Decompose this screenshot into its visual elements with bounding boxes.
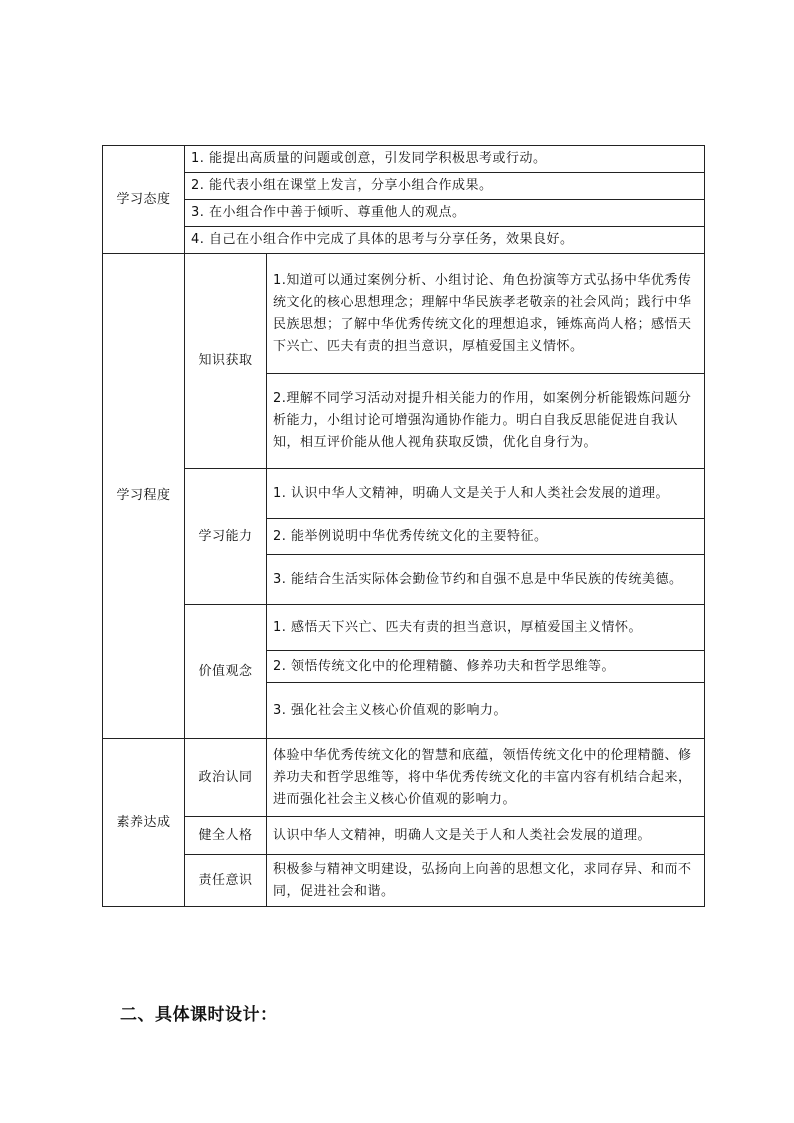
table-row: [103, 200, 705, 227]
table-row: [103, 146, 705, 173]
ability-item: 2. 能举例说明中华优秀传统文化的主要特征。: [267, 519, 705, 555]
table-row: [103, 855, 705, 907]
table-row: [103, 817, 705, 855]
category-learning-attitude: 学习态度: [103, 146, 185, 254]
knowledge-item: 1.知道可以通过案例分析、小组讨论、角色扮演等方式弘扬中华优秀传统文化的核心思想理念；理解中华民族孝老敬亲的社会风尚；践行中华民族思想；了解中华优秀传统文化的理想追求，锤炼高尚人格；感悟天下兴亡、匹夫有责的担当意识，厚植爱国主义情怀。: [267, 254, 705, 374]
table-row: [103, 739, 705, 817]
subcategory-ability: 学习能力: [185, 469, 267, 605]
values-item: 1. 感悟天下兴亡、匹夫有责的担当意识，厚植爱国主义情怀。: [267, 605, 705, 651]
subcategory-values: 价值观念: [185, 605, 267, 739]
subcategory-personality: 健全人格: [185, 817, 267, 855]
attitude-item: 4. 自己在小组合作中完成了具体的思考与分享任务，效果良好。: [185, 227, 705, 254]
ability-item: 1. 认识中华人文精神，明确人文是关于人和人类社会发展的道理。: [267, 469, 705, 519]
subcategory-responsibility: 责任意识: [185, 855, 267, 907]
values-item: 2. 领悟传统文化中的伦理精髓、修养功夫和哲学思维等。: [267, 651, 705, 683]
attitude-item: 1. 能提出高质量的问题或创意，引发同学积极思考或行动。: [185, 146, 705, 173]
table-row: [103, 469, 705, 519]
political-text: 体验中华优秀传统文化的智慧和底蕴，领悟传统文化中的伦理精髓、修养功夫和哲学思维等，将中华优秀传统文化的丰富内容有机结合起来，进而强化社会主义核心价值观的影响力。: [267, 739, 705, 817]
section-heading: 二、具体课时设计：: [120, 1005, 278, 1025]
table-row: [103, 605, 705, 651]
responsibility-text: 积极参与精神文明建设，弘扬向上向善的思想文化，求同存异、和而不同，促进社会和谐。: [267, 855, 705, 907]
personality-text: 认识中华人文精神，明确人文是关于人和人类社会发展的道理。: [267, 817, 705, 855]
values-item: 3. 强化社会主义核心价值观的影响力。: [267, 683, 705, 739]
knowledge-item: 2.理解不同学习活动对提升相关能力的作用，如案例分析能锻炼问题分析能力，小组讨论可增强沟通协作能力。明白自我反思能促进自我认知，相互评价能从他人视角获取反馈，优化自身行为。: [267, 374, 705, 469]
category-learning-degree: 学习程度: [103, 254, 185, 739]
subcategory-knowledge: 知识获取: [185, 254, 267, 469]
subcategory-political: 政治认同: [185, 739, 267, 817]
table-row: [103, 227, 705, 254]
attitude-item: 2. 能代表小组在课堂上发言，分享小组合作成果。: [185, 173, 705, 200]
evaluation-table: [102, 145, 705, 907]
table-row: [103, 173, 705, 200]
category-literacy: 素养达成: [103, 739, 185, 907]
table-row: [103, 254, 705, 374]
ability-item: 3. 能结合生活实际体会勤俭节约和自强不息是中华民族的传统美德。: [267, 555, 705, 605]
attitude-item: 3. 在小组合作中善于倾听、尊重他人的观点。: [185, 200, 705, 227]
